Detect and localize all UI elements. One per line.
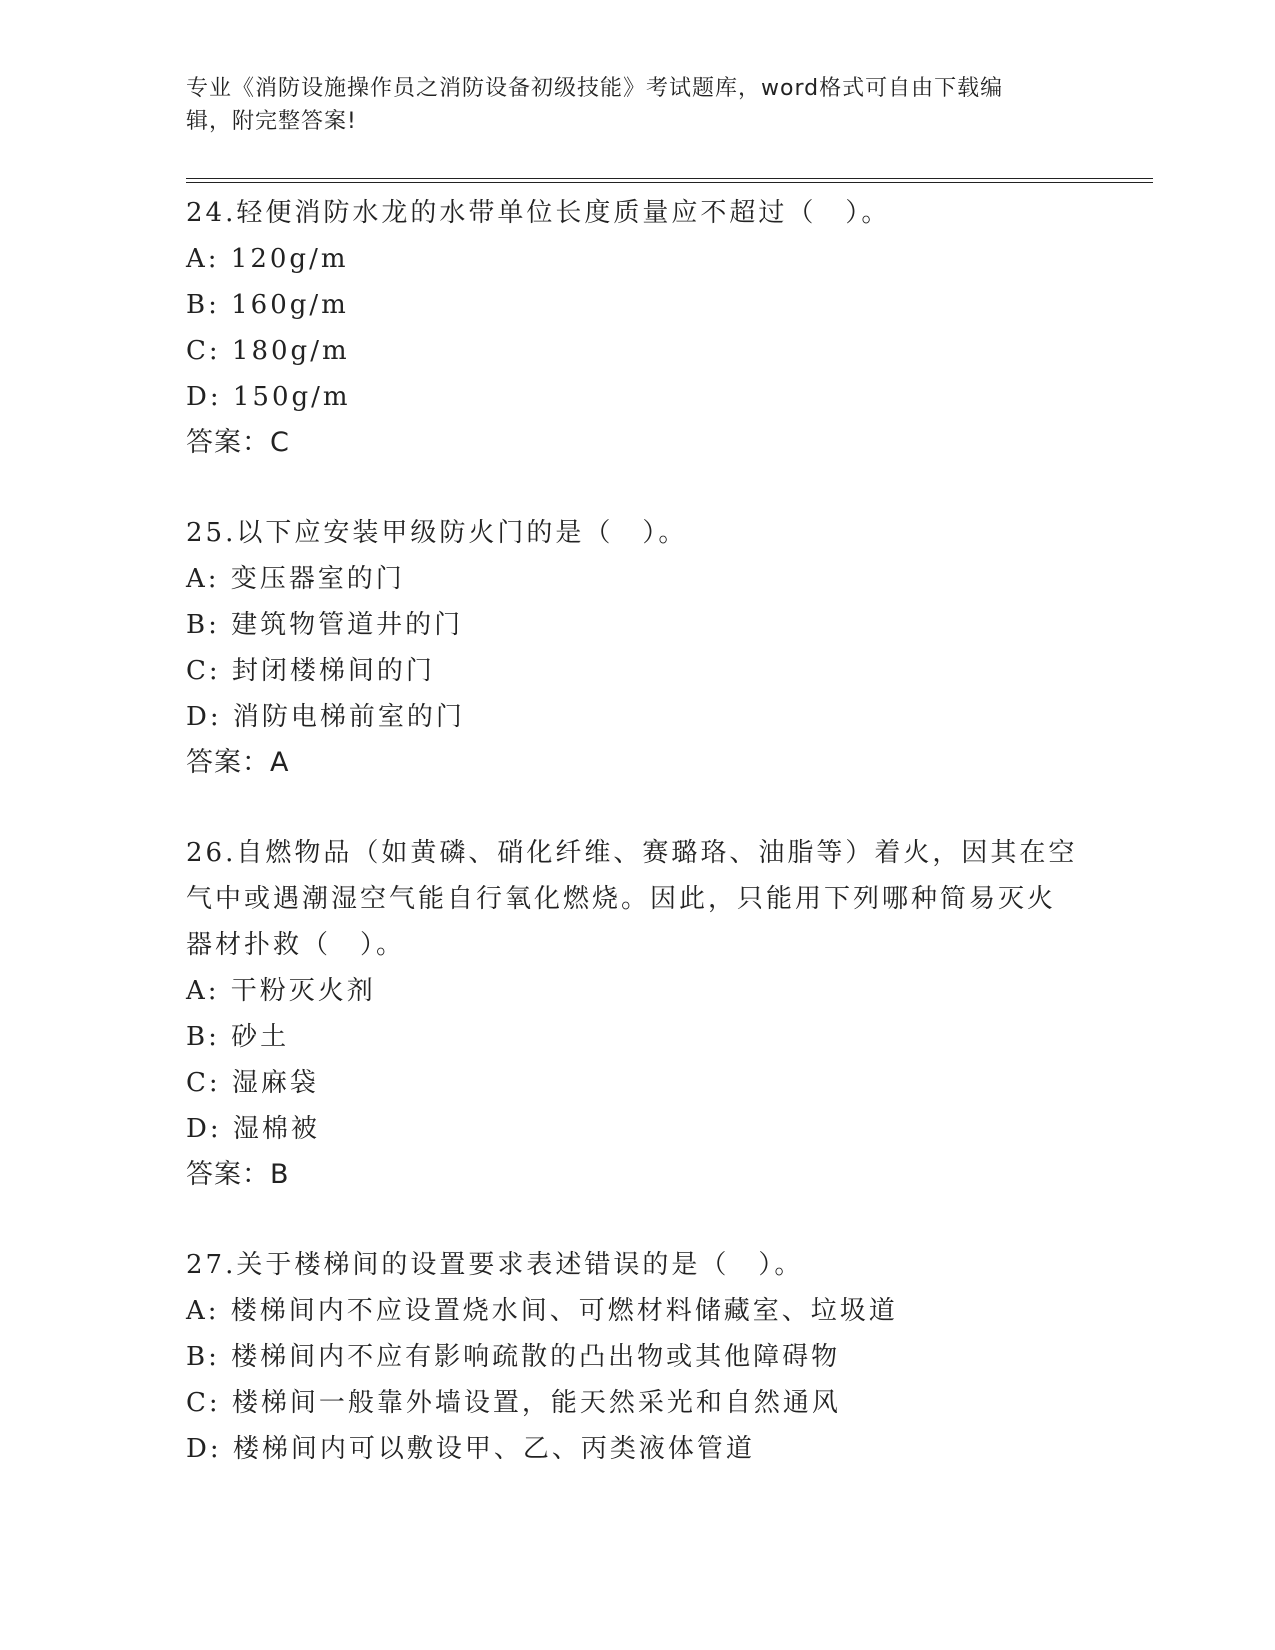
header-divider-top bbox=[186, 178, 1153, 179]
header-line-2: 辑，附完整答案! bbox=[186, 109, 357, 134]
question-25 bbox=[186, 510, 1086, 786]
answer-label: 答案：A bbox=[186, 747, 290, 778]
question-27 bbox=[186, 1242, 1086, 1472]
option-d: D: 150g/m bbox=[186, 382, 351, 412]
question-26 bbox=[186, 830, 1086, 1198]
option-c: C: 180g/m bbox=[186, 336, 350, 366]
option-d: D: 湿棉被 bbox=[186, 1114, 320, 1144]
option-c: C: 湿麻袋 bbox=[186, 1068, 319, 1098]
option-a: A: 120g/m bbox=[186, 244, 349, 274]
question-stem-line: 26.自燃物品（如黄磷、硝化纤维、赛璐珞、油脂等）着火，因其在空 bbox=[186, 838, 1078, 868]
option-a: A: 干粉灭火剂 bbox=[186, 976, 376, 1006]
question-stem bbox=[186, 830, 1086, 968]
question-stem bbox=[186, 510, 1086, 556]
question-stem bbox=[186, 1242, 1086, 1288]
header-divider-bottom bbox=[186, 182, 1153, 183]
answer-label: 答案：B bbox=[186, 1159, 290, 1190]
question-stem-line: 27.关于楼梯间的设置要求表述错误的是（ ）。 bbox=[186, 1250, 804, 1280]
question-stem-line: 25.以下应安装甲级防火门的是（ ）。 bbox=[186, 518, 688, 548]
option-c: C: 楼梯间一般靠外墙设置，能天然采光和自然通风 bbox=[186, 1388, 841, 1418]
option-c: C: 封闭楼梯间的门 bbox=[186, 656, 435, 686]
option-b: B: 砂土 bbox=[186, 1022, 290, 1052]
option-b: B: 建筑物管道井的门 bbox=[186, 610, 464, 640]
answer-label: 答案：C bbox=[186, 427, 290, 458]
question-list bbox=[186, 190, 1086, 1516]
question-stem-line: 气中或遇潮湿空气能自行氧化燃烧。因此，只能用下列哪种简易灭火 bbox=[186, 884, 1057, 914]
option-d: D: 消防电梯前室的门 bbox=[186, 702, 465, 732]
header-line-1: 专业《消防设施操作员之消防设备初级技能》考试题库，word格式可自由下载编 bbox=[186, 76, 1004, 101]
question-stem-line: 器材扑救（ ）。 bbox=[186, 930, 406, 960]
question-24 bbox=[186, 190, 1086, 466]
option-b: B: 160g/m bbox=[186, 290, 349, 320]
option-b: B: 楼梯间内不应有影响疏散的凸出物或其他障碍物 bbox=[186, 1342, 841, 1372]
option-a: A: 楼梯间内不应设置烧水间、可燃材料储藏室、垃圾道 bbox=[186, 1296, 898, 1326]
option-a: A: 变压器室的门 bbox=[186, 564, 405, 594]
question-stem-line: 24.轻便消防水龙的水带单位长度质量应不超过（ ）。 bbox=[186, 198, 891, 228]
document-header bbox=[186, 72, 1076, 138]
option-d: D: 楼梯间内可以敷设甲、乙、丙类液体管道 bbox=[186, 1434, 755, 1464]
question-stem bbox=[186, 190, 1086, 236]
